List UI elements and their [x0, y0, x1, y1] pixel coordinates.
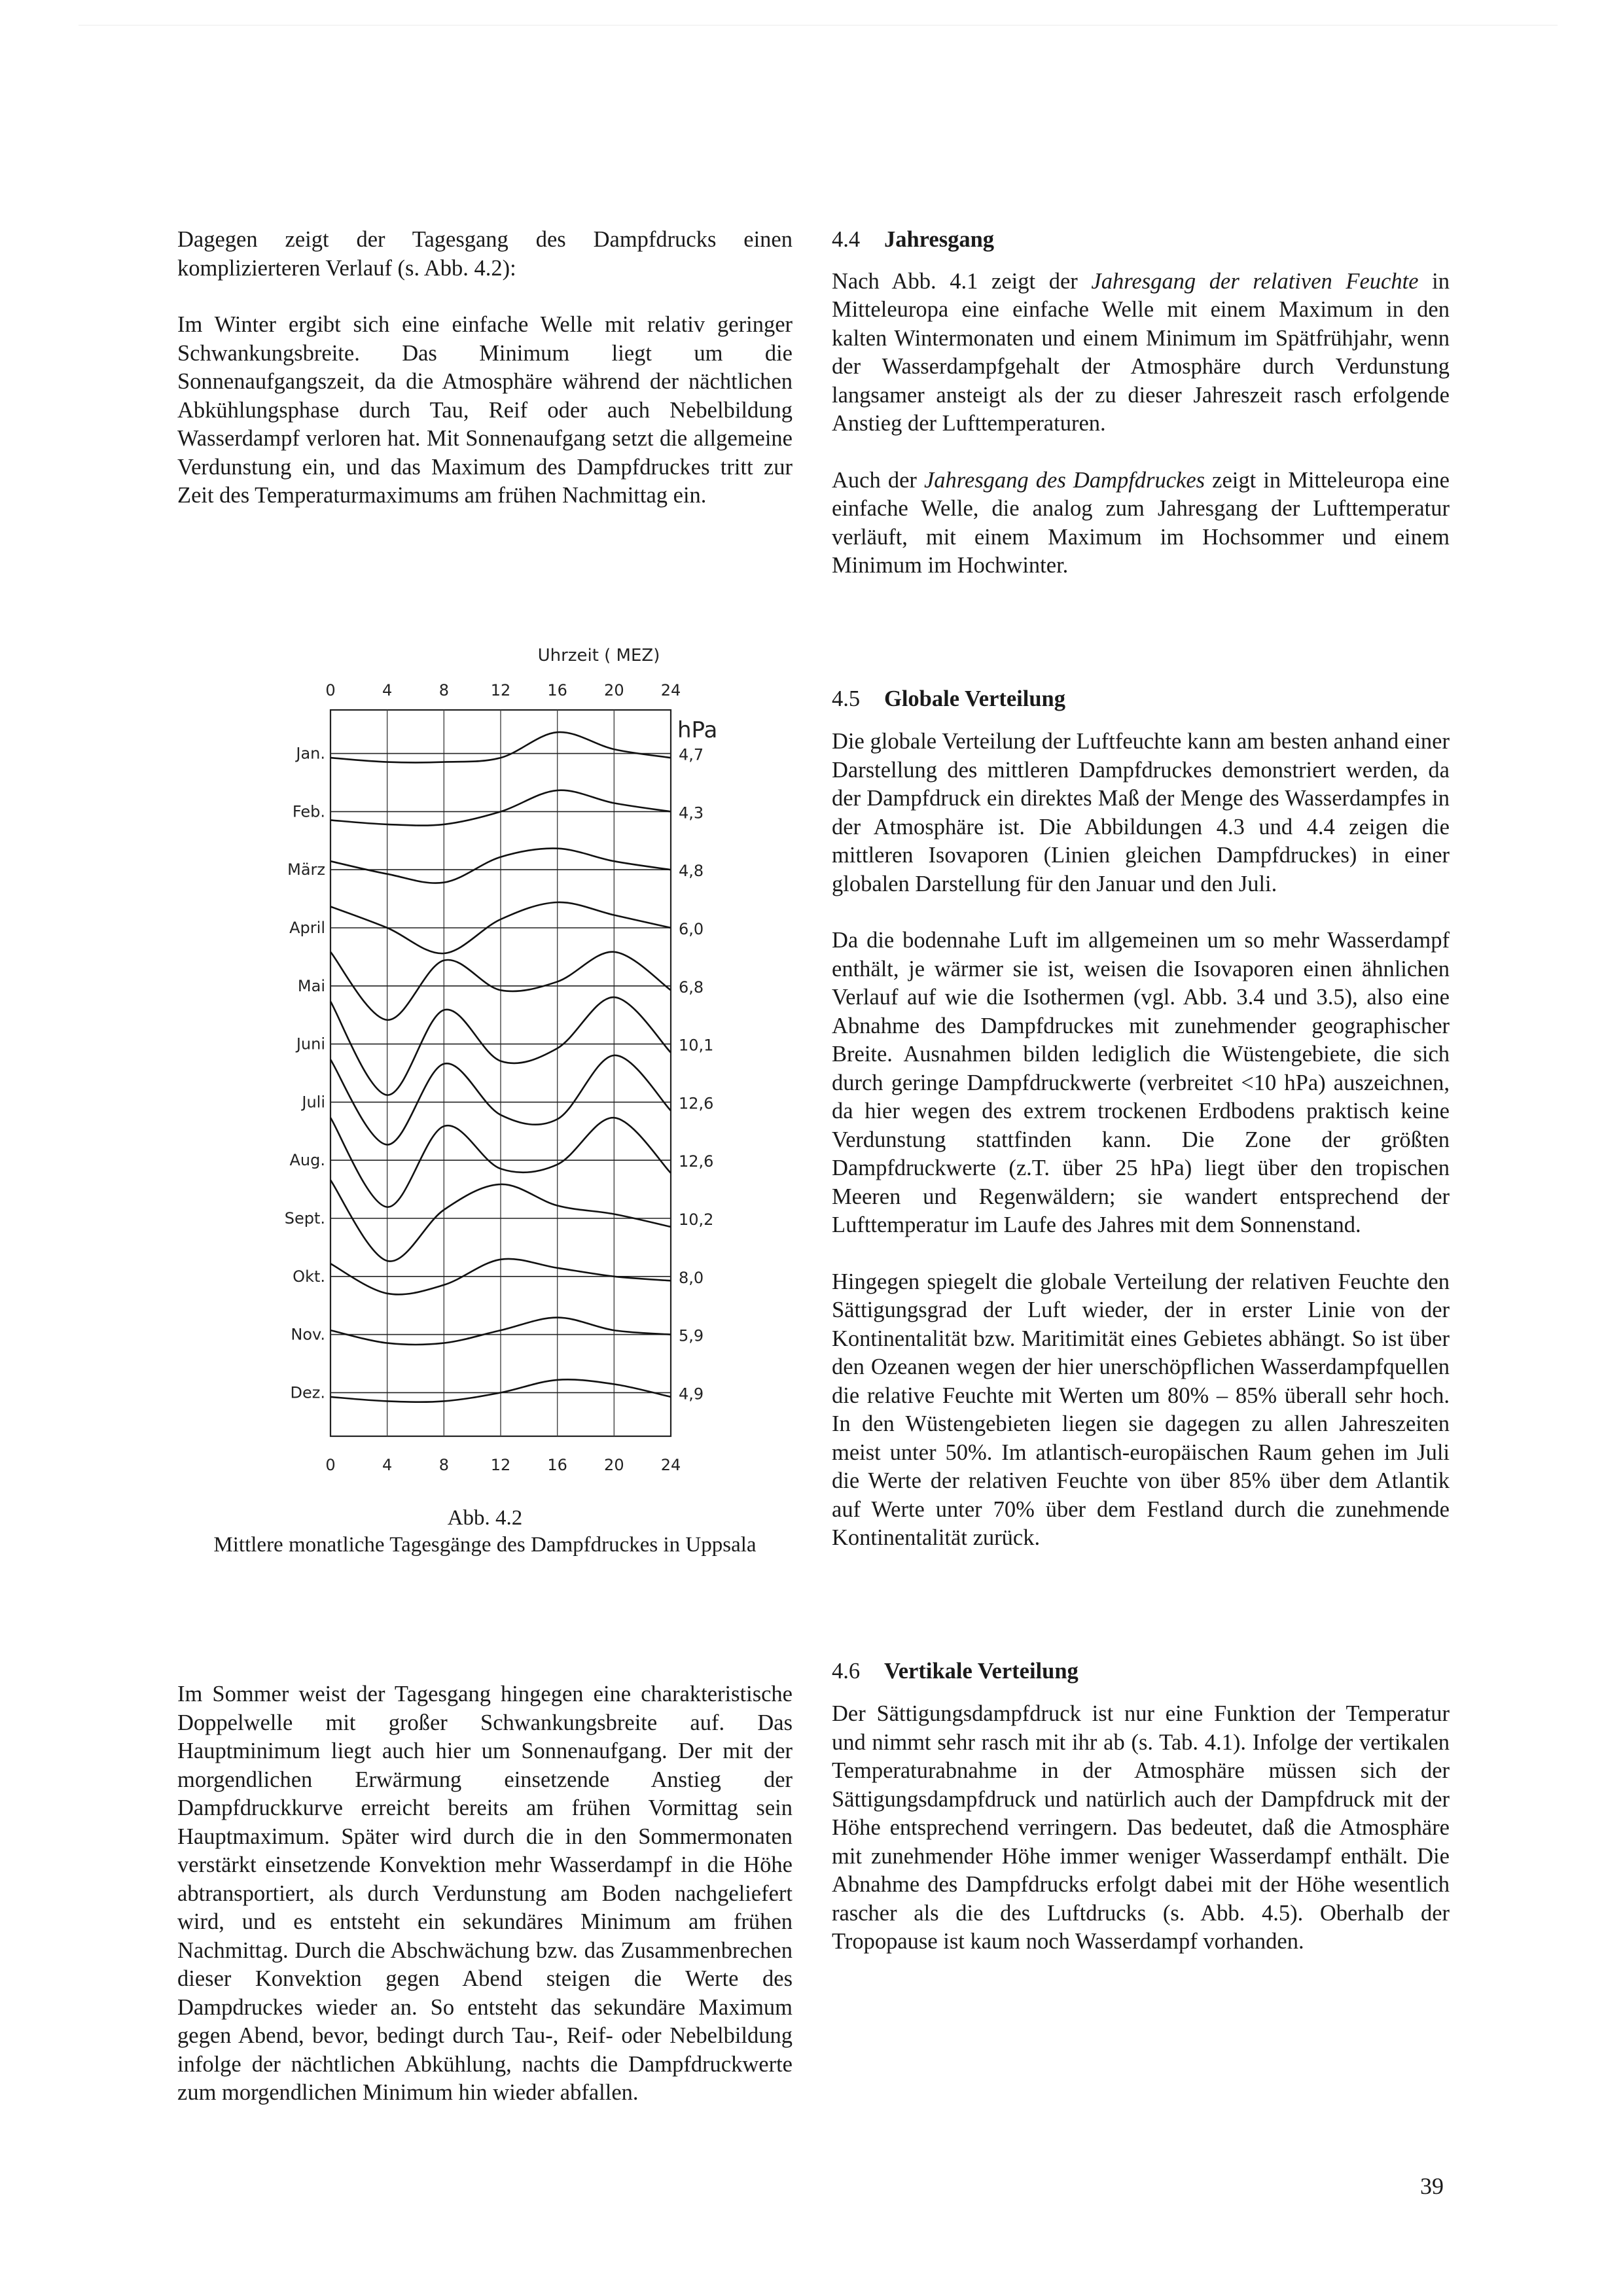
- x-tick-label: 8: [438, 681, 449, 699]
- left-column-top: [177, 226, 793, 510]
- section-title: Globale Verteilung: [884, 686, 1065, 711]
- mean-value-label: 4,7: [679, 745, 704, 764]
- section-heading-4-6: [832, 1657, 1450, 1686]
- series-name-label: Jan.: [296, 744, 325, 763]
- series-name-label: Nov.: [291, 1325, 325, 1344]
- paragraph: Die globale Verteilung der Luftfeuchte kann am besten anhand einer Darstellung des mittleren Dampfdruckes demonstriert werden, da der Dampfdruck ein direktes Maß der Menge des Wasserdampfes in der Atmosphäre ist. Die Abbildungen 4.3 und 4.4 zeigen die mittleren Isovaporen (Linien gleichen Dampfdruckes) in einer globalen Darstellung für den Januar und den Juli.: [832, 729, 1450, 896]
- paragraph: Nach Abb. 4.1 zeigt der Jahresgang der relativen Feuchte in Mitteleuropa eine einfache Welle mit einem Maximum in den kalten Wintermonaten und einem Minimum im Spätfrühjahr, wenn der Wasserdampfgehalt der Atmosphäre durch Verdunstung langsamer ansteigt als der zu dieser Jahreszeit rasch erfolgende Anstieg der Lufttemperaturen.: [832, 268, 1450, 436]
- paragraph: Da die bodennahe Luft im allgemeinen um so mehr Wasserdampf enthält, je wärmer sie ist, weisen die Isovaporen einen ähnlichen Verlauf auf wie die Isothermen (vgl. Abb. 3.4 und 3.5), also eine Abnahme des Dampfdruckes mit zunehmender geographischer Breite. Ausnahmen bilden lediglich die Wüstengebiete, die sich durch geringe Dampfdruckwerte (verbreitet <10 hPa) auszeichnen, da hier wegen des extrem trockenen Erdbodens praktisch keine Verdunstung stattfinden kann. Die Zone der größten Dampfdruckwerte (z.T. über 25 hPa) liegt über den tropischen Meeren und Regenwäldern; sie wandert entsprechend der Lufttemperatur im Laufe des Jahres mit dem Sonnenstand.: [832, 928, 1450, 1237]
- section-title: Vertikale Verteilung: [884, 1658, 1079, 1684]
- line-chart: [262, 628, 772, 1505]
- paragraph: Hingegen spiegelt die globale Verteilung der relativen Feuchte den Sättigungsgrad der Luft wieder, der in erster Linie von der Kontinentalität bzw. Maritimität eines Gebietes abhängt. So ist über den Ozeanen wegen der hier unerschöpflichen Wasserdampfquellen die relative Feuchte mit Werten um 80% – 85% überall sehr hoch. In den Wüstengebieten liegen sie dagegen zu allen Jahreszeiten meist unter 50%. Im atlantisch-europäischen Raum gehen im Juli die Werte der relativen Feuchte von über 85% über dem Atlantik auf Werte unter 70% über dem Festland durch die zunehmende Kontinentalität zurück.: [832, 1269, 1450, 1550]
- mean-value-label: 8,0: [679, 1268, 704, 1287]
- section-number: 4.5: [832, 686, 861, 711]
- x-axis-label: Uhrzeit ( MEZ): [537, 646, 660, 665]
- x-tick-label: 4: [382, 1456, 393, 1474]
- mean-value-label: 12,6: [679, 1152, 714, 1171]
- mean-value-label: 10,1: [679, 1036, 714, 1055]
- series-name-label: Okt.: [293, 1267, 325, 1286]
- mean-value-label: 6,0: [679, 920, 704, 938]
- x-tick-label: 24: [660, 681, 681, 699]
- x-tick-label: 16: [547, 1456, 567, 1474]
- left-column-bottom: [177, 1680, 793, 2108]
- paragraph: Auch der Jahresgang des Dampfdruckes zeigt in Mitteleuropa eine einfache Welle, die analog zum Jahresgang der Lufttemperatur verläuft, mit einem Maximum im Hochsommer und einem Minimum im Hochwinter.: [832, 467, 1450, 578]
- x-tick-label: 12: [490, 1456, 511, 1474]
- series-name-label: Feb.: [292, 802, 325, 821]
- figure-caption: [177, 1505, 793, 1559]
- series-name-label: März: [287, 860, 325, 879]
- x-tick-label: 8: [438, 1456, 449, 1474]
- caption-text: Mittlere monatliche Tagesgänge des Dampfdruckes in Uppsala: [213, 1533, 757, 1557]
- series-name-label: Juli: [302, 1093, 325, 1112]
- x-tick-label: 16: [547, 681, 567, 699]
- x-tick-label: 20: [604, 1456, 624, 1474]
- series-name-label: Juni: [296, 1034, 325, 1053]
- x-tick-label: 24: [660, 1456, 681, 1474]
- series-name-label: Aug.: [289, 1151, 325, 1170]
- mean-value-label: 4,3: [679, 804, 704, 822]
- section-number: 4.6: [832, 1658, 861, 1684]
- paragraph: Der Sättigungsdampfdruck ist nur eine Funktion der Temperatur und nimmt sehr rasch mit ihr ab (s. Tab. 4.1). Infolge der vertikalen Temperaturabnahme in der Atmosphäre müssen sich der Sättigungsdampfdruck und natürlich auch der Dampfdruck mit der Höhe entsprechend verringern. Das bedeutet, daß die Atmosphäre mit zunehmender Höhe immer weniger Wasserdampf enthält. Die Abnahme des Dampfdrucks erfolgt dabei mit der Höhe wesentlich rascher als die des Luftdrucks (s. Abb. 4.5). Oberhalb der Tropopause ist kaum noch Wasserdampf vorhanden.: [832, 1701, 1450, 1954]
- mean-value-label: 4,8: [679, 862, 704, 881]
- section-heading-4-5: [832, 685, 1450, 714]
- figure-dampfdruck-tagesgang: [262, 628, 772, 1583]
- series-name-label: April: [289, 919, 325, 937]
- section-heading-4-4: [832, 226, 1450, 255]
- series-name-label: Dez.: [290, 1383, 325, 1402]
- caption-number: Abb. 4.2: [447, 1506, 523, 1530]
- series-name-label: Mai: [297, 976, 325, 995]
- paragraph: Im Sommer weist der Tagesgang hingegen eine charakteristische Doppelwelle mit großer Schwankungsbreite auf. Das Hauptminimum liegt auch hier um Sonnenaufgang. Der mit der morgendlichen Erwärmung einsetzende Anstieg der Dampfdruckkurve erreicht bereits am frühen Vormittag sein Hauptmaximum. Später wird durch die in den Sommermonaten verstärkt einsetzende Konvektion mehr Wasserdampf in die Höhe abtransportiert, als durch Verdunstung am Boden nachgeliefert wird, und es entsteht ein sekundäres Minimum am frühen Nachmittag. Durch die Abschwächung bzw. das Zusammenbrechen dieser Konvektion gegen Abend steigen die Werte des Dampdruckes wieder an. So entsteht das sekundäre Maximum gegen Abend, bevor, bedingt durch Tau-, Reif- oder Nebelbildung infolge der nächtlichen Abkühlung, nachts die Dampfdruckwerte zum morgendlichen Minimum hin wieder abfallen.: [177, 1682, 793, 2105]
- paragraph: Im Winter ergibt sich eine einfache Welle mit relativ geringer Schwankungsbreite. Das Minimum liegt um die Sonnenaufgangszeit, da die Atmosphäre während der nächtlichen Abkühlungsphase durch Tau, Reif oder auch Nebelbildung Wasserdampf verloren hat. Mit Sonnenaufgang setzt die allgemeine Verdunstung ein, und das Maximum des Dampfdruckes tritt zur Zeit des Temperaturmaximums am frühen Nachmittag ein.: [177, 312, 793, 508]
- mean-value-label: 10,2: [679, 1210, 714, 1229]
- mean-value-label: 12,6: [679, 1094, 714, 1113]
- section-title: Jahresgang: [884, 227, 995, 252]
- series-name-label: Sept.: [284, 1209, 325, 1227]
- mean-value-label: 6,8: [679, 978, 704, 997]
- right-column: [832, 226, 1450, 1956]
- x-tick-label: 0: [325, 1456, 336, 1474]
- section-number: 4.4: [832, 227, 861, 252]
- unit-label: hPa: [677, 717, 718, 743]
- x-tick-label: 4: [382, 681, 393, 699]
- x-tick-label: 0: [325, 681, 336, 699]
- x-tick-label: 12: [490, 681, 511, 699]
- top-rule: [79, 25, 1558, 26]
- mean-value-label: 4,9: [679, 1385, 704, 1404]
- x-tick-label: 20: [604, 681, 624, 699]
- page-number: 39: [1420, 2173, 1444, 2199]
- paragraph: Dagegen zeigt der Tagesgang des Dampfdrucks einen komplizierteren Verlauf (s. Abb. 4.2):: [177, 227, 793, 281]
- mean-value-label: 5,9: [679, 1326, 704, 1345]
